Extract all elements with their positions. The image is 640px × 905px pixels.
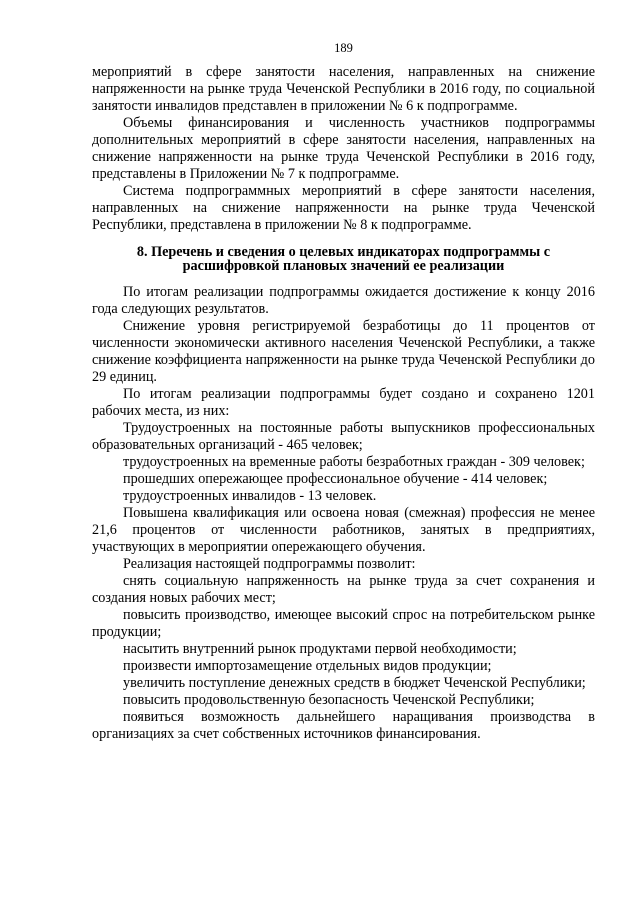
section-heading bbox=[92, 245, 595, 273]
paragraph-unemployment: Снижение уровня регистрируемой безработицы до 11 процентов от численности экономически активного населения Чеченской Республики, а также снижение коэффициента напряженности на рынке труда Чеченской Республики до 29 единиц. bbox=[92, 318, 595, 385]
list-item-temporary: трудоустроенных на временные работы безработных граждан - 309 человек; bbox=[123, 454, 585, 470]
list-item-budget: увеличить поступление денежных средств в бюджет Чеченской Республики; bbox=[123, 675, 586, 691]
paragraph-continuation: мероприятий в сфере занятости населения, направленных на снижение напряженности на рынке труда Чеченской Республики в 2016 году, по социальной занятости инвалидов представлен в приложении № 6 к подпрограмме. bbox=[92, 64, 595, 114]
list-item-graduates: Трудоустроенных на постоянные работы выпускников профессиональных образовательных организаций - 465 человек; bbox=[92, 420, 595, 453]
paragraph-funding: Объемы финансирования и численность участников подпрограммы дополнительных мероприятий в сфере занятости населения, направленных на снижение напряженности на рынке труда Чеченской Республики в 2016 году, представлены в Приложении № 7 к подпрограмме. bbox=[92, 115, 595, 182]
list-item-training: прошедших опережающее профессиональное обучение - 414 человек; bbox=[123, 471, 548, 487]
paragraph-qualification: Повышена квалификация или освоена новая (смежная) профессия не менее 21,6 процентов от численности работников, занятых в предприятиях, участвующих в мероприятии опережающего обучения. bbox=[92, 505, 595, 555]
list-item-production: повысить производство, имеющее высокий спрос на потребительском рынке продукции; bbox=[92, 607, 595, 640]
paragraph-results-intro: По итогам реализации подпрограммы ожидается достижение к концу 2016 года следующих результатов. bbox=[92, 284, 595, 317]
list-item-own-sources: появиться возможность дальнейшего наращивания производства в организациях за счет собственных источников финансирования. bbox=[92, 709, 595, 742]
list-item-disabled: трудоустроенных инвалидов - 13 человек. bbox=[123, 488, 377, 504]
list-item-market: насытить внутренний рынок продуктами первой необходимости; bbox=[123, 641, 517, 657]
list-item-food-security: повысить продовольственную безопасность Чеченской Республики; bbox=[123, 692, 535, 708]
paragraph-allows: Реализация настоящей подпрограммы позволит: bbox=[123, 556, 416, 572]
section-heading-line-2: расшифровкой плановых значений ее реализации bbox=[182, 258, 505, 274]
page-number: 189 bbox=[334, 41, 353, 55]
document-page bbox=[92, 40, 595, 743]
list-item-import: произвести импортозамещение отдельных видов продукции; bbox=[123, 658, 492, 674]
list-item-tension: снять социальную напряженность на рынке труда за счет сохранения и создания новых рабочих мест; bbox=[92, 573, 595, 606]
paragraph-system: Система подпрограммных мероприятий в сфере занятости населения, направленных на снижение напряженности на рынке труда Чеченской Республики, представлена в приложении № 8 к подпрограмме. bbox=[92, 183, 595, 233]
section-heading-line-1: 8. Перечень и сведения о целевых индикаторах подпрограммы с bbox=[136, 244, 551, 260]
paragraph-jobs-created: По итогам реализации подпрограммы будет создано и сохранено 1201 рабочих места, из них: bbox=[92, 386, 595, 419]
